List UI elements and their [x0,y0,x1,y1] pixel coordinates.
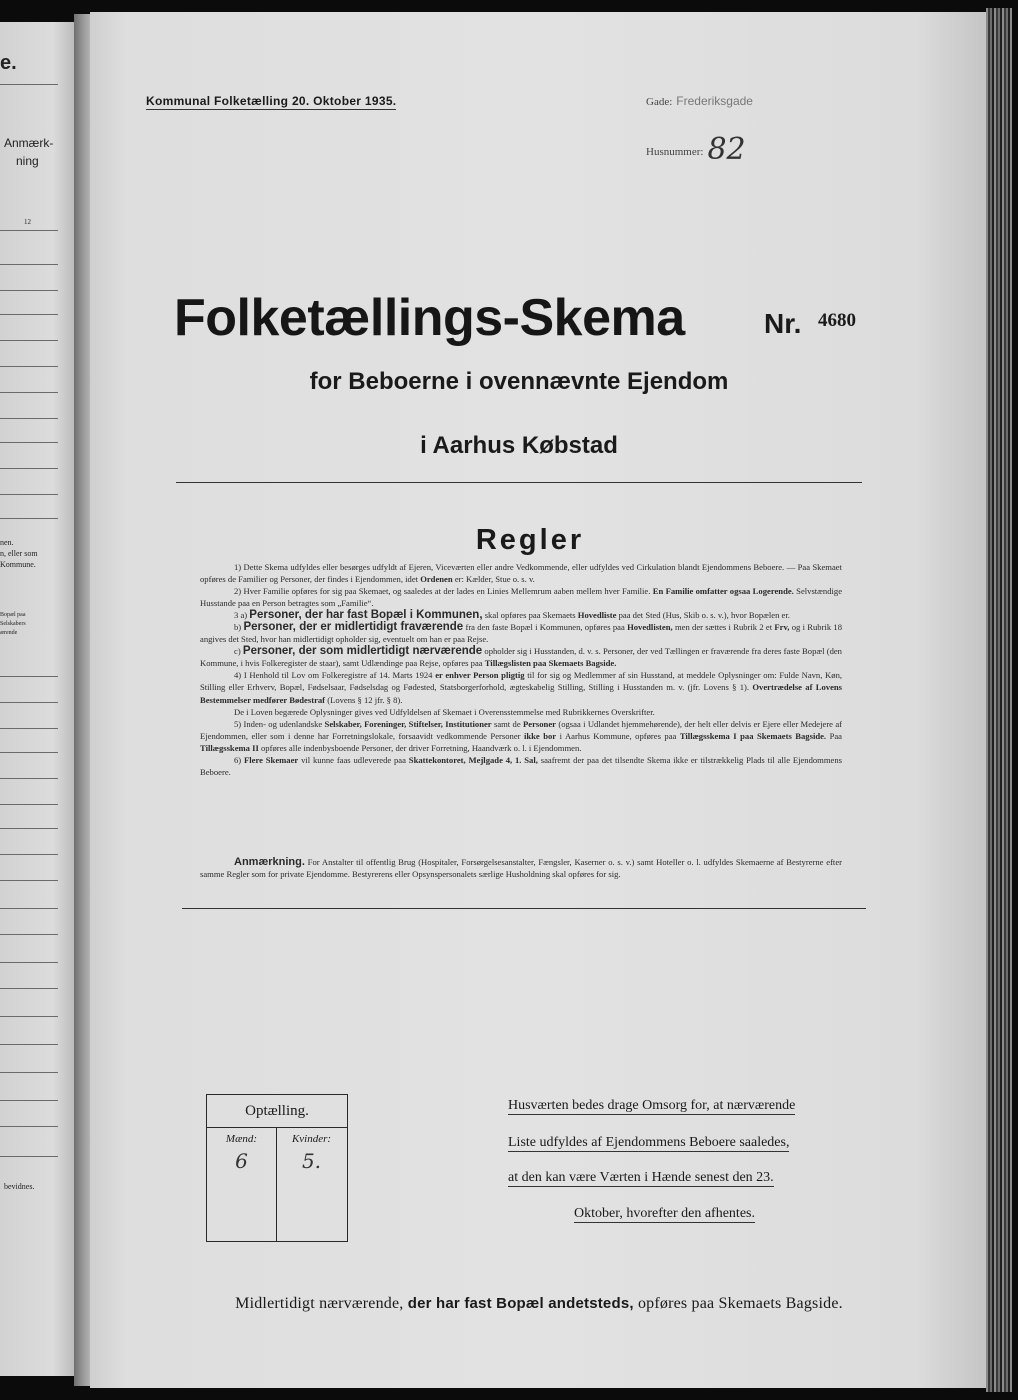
census-header: Kommunal Folketælling 20. Oktober 1935. [146,94,397,108]
form-number-label: Nr. [764,308,802,339]
left-frag-g: bevidnes. [4,1182,35,1191]
housenumber-label: Husnummer: [646,146,704,158]
left-anmaerkning-2: ning [16,154,39,168]
left-frag-f: ærende [0,630,18,636]
form-number-value: 4680 [818,310,856,331]
left-fragment-top: e. [0,52,17,74]
rule-2: 2) Hver Familie opføres for sig paa Skemaet, og saaledes at der lades en Linies Mellemrum aaben mellem hver Familie. En Familie omfatter ogsaa Logerende. Selvstændige Husstande paa en Person betragtes som „Familie“. [200,586,843,609]
previous-page-fragment [0,22,76,1376]
note-divider [182,908,866,909]
rule-4b: De i Loven begærede Oplysninger gives ved Udfyldelsen af Skemaet i Overensstemmelse med Rubrikkernes Overskrifter. [234,706,655,717]
note-label: Anmærkning. [234,856,305,868]
rule-6: 6) Flere Skemaer vil kunne faas udleverede paa Skattekontoret, Mejlgade 4, 1. Sal, saafremt der paa det tilsendte Skema ikke er tilstrækkelig Plads til alle Ejendommens Beboere. [200,754,843,777]
housenumber-value: 82 [707,132,746,167]
street-row [646,92,753,110]
title-divider [176,482,862,483]
rule-3c: c) Personer, der som midlertidigt nærværende opholder sig i Husstanden, d. v. s. Personer, der ved Tællingen er fraværende fra deres faste Bopæl (den Kommune, i hvis Folkeregister de staar), samt Udlændinge paa Rejse, opføres paa Tillægslisten paa Skemaets Bagside. [200,645,842,669]
form-subtitle: for Beboerne i ovennævnte Ejendom [309,368,729,395]
footer-pre: Midlertidigt nærværende, [235,1295,404,1312]
street-value: Frederiksgade [676,94,753,108]
instruction-line-4: Oktober, hvorefter den afhentes. [574,1206,755,1221]
form-subtitle-city: i Aarhus Købstad [420,432,618,459]
housenumber-row [646,128,746,167]
left-frag-d: Bopæl paa [0,612,26,618]
footer-bold: der har fast Bopæl andetsteds, [407,1295,634,1312]
census-form-page [90,12,988,1388]
left-frag-e: Selskabers [0,621,26,627]
note-text: For Anstalter til offentlig Brug (Hospitaler, Forsørgelsesanstalter, Fængsler, Kaserner o. s. v.) samt Hoteller o. l. udfyldes Skemaerne af Bestyrerne efter samme Regler som for private Ejendomme. Bestyrerens eller Opsynspersonalets særlige Husholdning skal opføres for sig. [200,857,842,880]
book-page-edges [986,8,1012,1392]
rule-5: 5) Inden- og udenlandske Selskaber, Foreninger, Stiftelser, Institutioner samt de Personer (ogsaa i Udlandet hjemmehørende), der helt eller delvis er Ejere eller Medejere af Ejendommen, eller som i denne har Forretningslokale, forsaavidt vedkommende Personer ikke bor i Aarhus Kommune, opføres paa Tillægsskema I paa Skemaets Bagside. Paa Tillægsskema II opføres alle indenbysboende Personer, der driver Forretning, Haandværk o. l. i Ejendommen. [200,718,843,753]
rule-4: 4) I Henhold til Lov om Folkeregistre af 14. Marts 1924 er enhver Person pligtig til for sig og Medlemmer af sin Husstand, at meddele Oplysninger om: Fulde Navn, Køn, Stilling eller Erhverv, Bopæl, Fødselsaar, Fødselsdag og Fødested, Statsborgerforhold, ægteskabelig Stilling, Stilling i Husstanden m. v. (jfr. Lovens § 1). Overtrædelse af Lovens Bestemmelser medfører Bødestraf (Lovens § 12 jfr. § 8). [200,670,843,705]
instruction-line-1: Husværten bedes drage Omsorg for, at nærværende [508,1098,796,1113]
left-rule [0,84,58,85]
rule-1: 1) Dette Skema udfyldes eller besørges udfyldt af Ejeren, Viceværten eller andre Vedkommende, eller udfyldes ved Cirkulation blandt Ejendommens Beboere. — Paa Skemaet opføres de Familier og Personer, der findes i Ejendommen, idet Ordenen er: Kælder, Stue o. s. v. [200,562,842,585]
left-frag-c: Kommune. [0,560,36,569]
rules-body [200,561,842,778]
note-block [200,856,842,880]
left-frag-a: nen. [0,538,14,547]
women-count: 5. [301,1149,322,1173]
left-col-number: 12 [24,218,31,226]
form-title: Folketællings-Skema [174,289,685,347]
left-anmaerkning-1: Anmærk- [4,136,54,150]
instruction-line-2: Liste udfyldes af Ejendommens Beboere saaledes, [508,1135,790,1150]
count-title: Optælling. [207,1095,347,1128]
street-label: Gade: [646,96,673,108]
men-count: 6 [235,1149,248,1173]
men-label: Mænd: [225,1133,258,1145]
instruction-line-3: at den kan være Værten i Hænde senest den 23. [508,1170,774,1185]
left-frag-b: n, eller som [0,549,38,558]
women-label: Kvinder: [291,1133,332,1145]
footer-post: opføres paa Skemaets Bagside. [637,1295,843,1312]
rules-heading: Regler [475,524,585,556]
rule-3b: b) Personer, der er midlertidigt fraværende fra den faste Bopæl i Kommunen, opføres paa Hovedlisten, men der sættes i Rubrik 2 et Frv, og i Rubrik 18 angives det Sted, hvor han midlertidigt opholder sig, eventuelt om han er paa Rejse. [200,621,842,645]
count-box [206,1094,348,1242]
footer-note [90,1295,988,1313]
rule-3a: 3 a) Personer, der har fast Bopæl i Kommunen, skal opføres paa Skemaets Hovedliste paa det Sted (Hus, Skib o. s. v.), hvor Bopælen er. [234,609,790,622]
